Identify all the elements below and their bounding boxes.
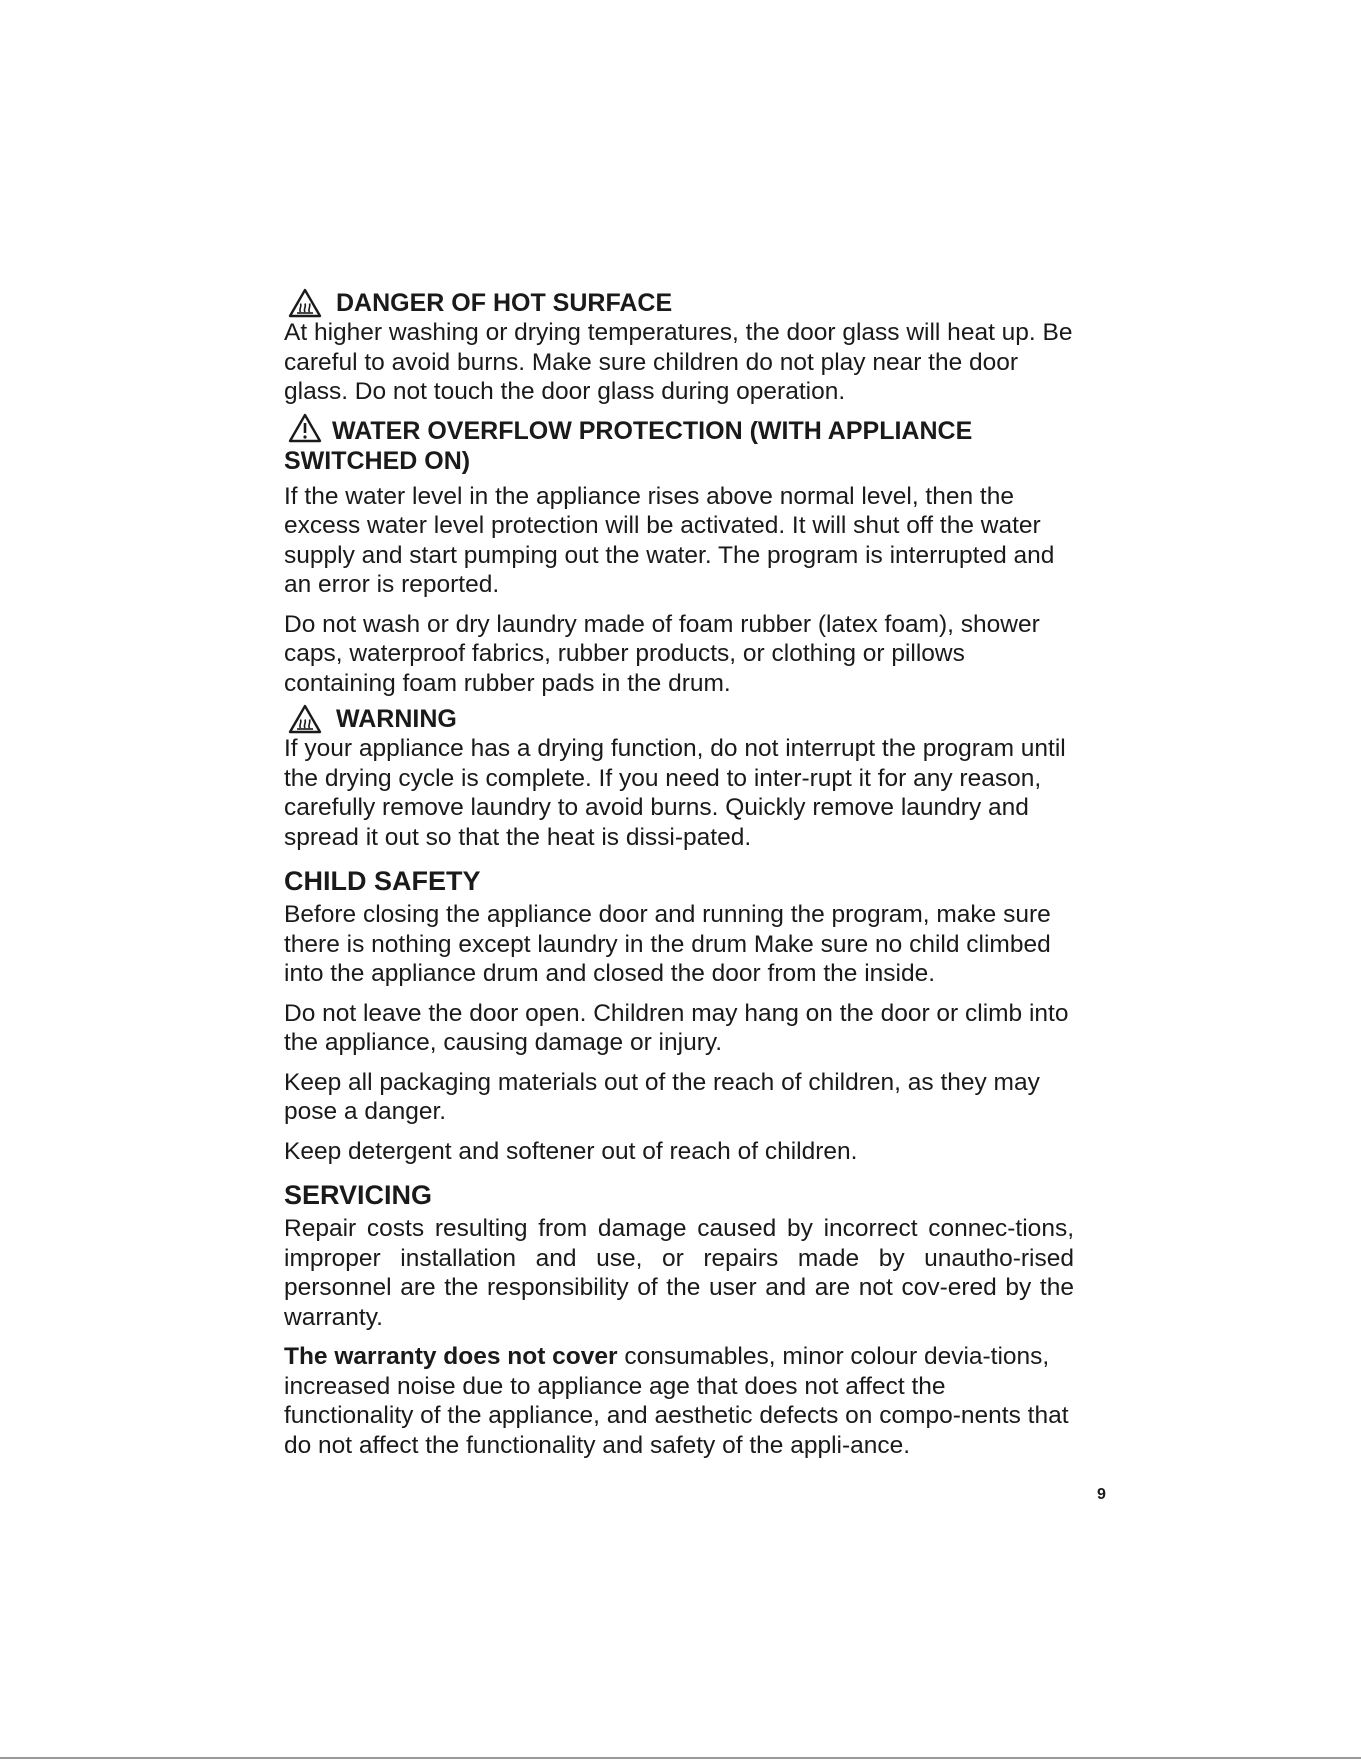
child-safety-text-2: Do not leave the door open. Children may hang on the door or climb into the appliance, causing damage or injury. xyxy=(284,999,1069,1056)
page-content xyxy=(284,288,1074,1460)
caution-triangle-icon xyxy=(288,413,322,443)
hot-surface-heading xyxy=(284,288,1074,318)
overflow-heading xyxy=(284,413,1074,476)
bottom-divider xyxy=(0,1757,1361,1759)
servicing-title: SERVICING xyxy=(284,1180,433,1210)
page-number: 9 xyxy=(1097,1486,1106,1503)
overflow-text: If the water level in the appliance rises above normal level, then the excess water level protection will be activated. It will shut off the water supply and start pumping out the water. The program is interrupted and an error is reported. xyxy=(284,482,1055,598)
child-safety-text-4: Keep detergent and softener out of reach of children. xyxy=(284,1137,858,1165)
child-safety-title: CHILD SAFETY xyxy=(284,866,481,896)
warning-title: WARNING xyxy=(336,705,457,733)
warning-text: If your appliance has a drying function, do not interrupt the program until the drying cycle is complete. If you need to inter-rupt it for any reason, carefully remove laundry to avoid burns. Quickly remove laundry and spread it out so that the heat is dissi-pated. xyxy=(284,735,1066,851)
foam-rubber-text: Do not wash or dry laundry made of foam rubber (latex foam), shower caps, waterproof fabrics, rubber products, or clothing or pillows containing foam rubber pads in the drum. xyxy=(284,610,1040,697)
warranty-exclusion-text: consumables, minor colour devia-tions, increased noise due to appliance age that does not affect the functionality of the appliance, and aesthetic defects on compo-nents that do not affect the functionality and safety of the appli-ance. xyxy=(284,1343,1069,1459)
servicing-text-2 xyxy=(284,1342,1074,1460)
servicing-text-1: Repair costs resulting from damage caused by incorrect connec-tions, improper installation and use, or repairs made by unautho-rised personnel are the responsibility of the user and are not cov-ered by the warranty. xyxy=(284,1215,1074,1331)
hot-surface-text: At higher washing or drying temperatures, the door glass will heat up. Be careful to avoid burns. Make sure children do not play near the door glass. Do not touch the door glass during operation. xyxy=(284,319,1073,405)
hot-surface-title: DANGER OF HOT SURFACE xyxy=(336,289,673,317)
warning-heading xyxy=(284,704,1074,734)
child-safety-text-3: Keep all packaging materials out of the reach of children, as they may pose a danger. xyxy=(284,1068,1040,1125)
overflow-title: WATER OVERFLOW PROTECTION (WITH APPLIANCE SWITCHED ON) xyxy=(284,416,973,475)
warranty-exclusion-lead: The warranty does not cover xyxy=(284,1343,618,1370)
child-safety-text-1: Before closing the appliance door and running the program, make sure there is nothing except laundry in the drum Make sure no child climbed into the appliance drum and closed the door from the inside. xyxy=(284,901,1051,987)
hot-surface-warning-icon xyxy=(288,704,322,734)
hot-surface-warning-icon xyxy=(288,288,322,318)
